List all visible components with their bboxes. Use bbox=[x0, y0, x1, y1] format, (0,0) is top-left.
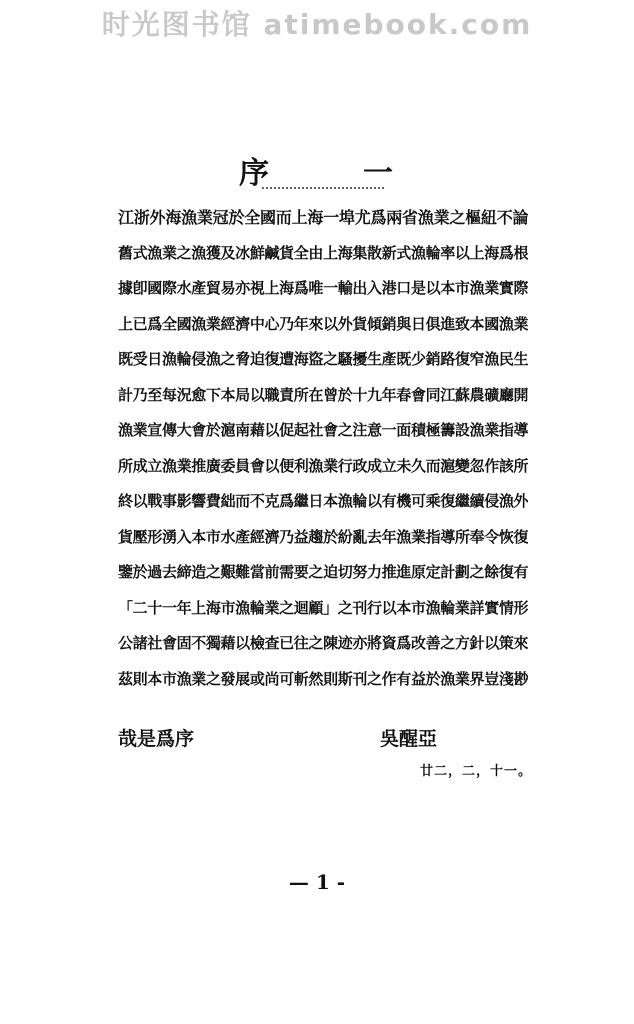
body-line: 計乃至每況愈下本局以職責所在曾於十九年春會同江蘇農礦廳開 bbox=[118, 385, 528, 404]
body-line: 公諸社會固不獨藉以檢查已往之陳迹亦將資爲改善之方針以策來 bbox=[118, 634, 528, 652]
body-line: 所成立漁業推廣委員會以便利漁業行政成立未久而滬變忽作該所 bbox=[118, 456, 528, 475]
body-line: 上已爲全國漁業經濟中心乃年來以外貨傾銷與日俱進致本國漁業 bbox=[118, 314, 528, 333]
body-line: 漁業宣傳大會於滬南藉以促起社會之注意一面積極籌設漁業指導 bbox=[118, 421, 528, 439]
title-left-char: 序 bbox=[239, 156, 271, 191]
author-name: 吳醒亞 bbox=[380, 728, 438, 750]
title-right-char: 一 bbox=[363, 156, 395, 191]
body-line: 舊式漁業之漁獲及冰鮮鹹貨全由上海集散新式漁輪率以上海爲根 bbox=[118, 243, 528, 262]
preface-body bbox=[118, 200, 528, 697]
signature-date: 廿二，二，十一。 bbox=[420, 764, 533, 779]
watermark-text: 时光图书馆 atimebook.com bbox=[101, 8, 533, 41]
body-line: 江浙外海漁業冠於全國而上海一埠尤爲兩省漁業之樞紐不論 bbox=[118, 208, 528, 227]
body-line: 「二十一年上海市漁輪業之迴顧」之刊行以本市漁輪業詳實情形 bbox=[118, 598, 528, 617]
body-line: 茲則本市漁業之發展或尚可斬然則斯刊之作有益於漁業界豈淺尠 bbox=[118, 669, 528, 688]
body-line: 貨壓形湧入本市水產經濟乃益趨於紛亂去年漁業指導所奉令恢復 bbox=[118, 527, 528, 546]
closing-row bbox=[118, 724, 528, 754]
body-line: 終以戰事影響費絀而不克爲繼日本漁輪以有機可乘復繼續侵漁外 bbox=[118, 492, 528, 510]
body-line: 既受日漁輪侵漁之脅迫復遭海盜之騷擾生產既少銷路復窄漁民生 bbox=[118, 350, 528, 368]
page-number: — 1 - bbox=[288, 870, 346, 894]
page-title bbox=[0, 148, 634, 192]
body-line: 鑒於過去締造之艱難當前需要之迫切努力推進原定計劃之餘復有 bbox=[118, 563, 528, 581]
body-line: 據卽國際水產貿易亦視上海爲唯一輸出入港口是以本市漁業實際 bbox=[118, 279, 528, 297]
title-underline bbox=[262, 187, 384, 189]
closing-text: 哉是爲序 bbox=[118, 728, 195, 750]
